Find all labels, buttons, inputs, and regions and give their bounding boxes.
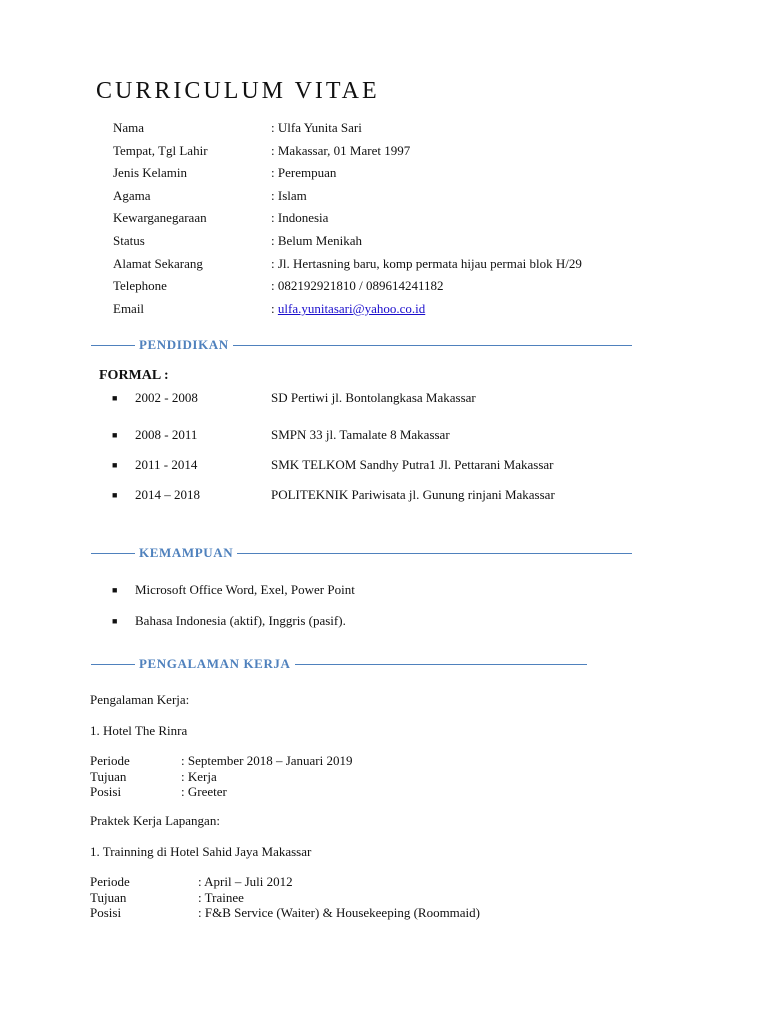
bullet-icon: ■ <box>112 430 118 440</box>
bullet-icon: ■ <box>112 460 118 470</box>
bullet-icon: ■ <box>112 585 118 595</box>
value-tempat-tgl-lahir: : Makassar, 01 Maret 1997 <box>271 143 411 158</box>
education-years: 2014 – 2018 <box>135 487 200 502</box>
value-email <box>271 301 425 317</box>
internship-detail-value: : F&B Service (Waiter) & Housekeeping (Roommaid) <box>198 905 481 920</box>
value-telephone: : 082192921810 / 089614241182 <box>271 278 444 293</box>
section-title-kemampuan: KEMAMPUAN <box>135 545 237 561</box>
email-link[interactable]: ulfa.yunitasari@yahoo.co.id <box>277 301 426 316</box>
job-detail-label: Periode <box>90 753 130 768</box>
internship-heading: Praktek Kerja Lapangan: <box>90 813 220 828</box>
internship-detail-label: Tujuan <box>90 890 127 905</box>
email-prefix: : <box>271 301 278 316</box>
bullet-icon: ■ <box>112 490 118 500</box>
education-school: SMPN 33 jl. Tamalate 8 Makassar <box>271 427 450 442</box>
job-title: 1. Hotel The Rinra <box>90 723 188 738</box>
internship-detail-label: Posisi <box>90 905 122 920</box>
section-title-pendidikan: PENDIDIKAN <box>135 337 233 353</box>
label-telephone: Telephone <box>113 278 167 293</box>
job-detail-value: : September 2018 – Januari 2019 <box>181 753 353 768</box>
value-status: : Belum Menikah <box>271 233 362 248</box>
page-title: CURRICULUM VITAE <box>96 78 380 104</box>
bullet-icon: ■ <box>112 616 118 626</box>
education-school: SD Pertiwi jl. Bontolangkasa Makassar <box>271 390 476 405</box>
job-detail-label: Posisi <box>90 784 122 799</box>
internship-detail-value: : Trainee <box>198 890 244 905</box>
label-agama: Agama <box>113 188 151 203</box>
skill-item: Microsoft Office Word, Exel, Power Point <box>135 582 355 597</box>
section-title-pengalaman: PENGALAMAN KERJA <box>135 656 295 672</box>
education-years: 2008 - 2011 <box>135 427 198 442</box>
formal-label: FORMAL : <box>99 368 169 383</box>
internship-detail-label: Periode <box>90 874 130 889</box>
label-tempat-tgl-lahir: Tempat, Tgl Lahir <box>113 143 208 158</box>
education-school: POLITEKNIK Pariwisata jl. Gunung rinjani Makassar <box>271 487 555 502</box>
job-detail-value: : Kerja <box>181 769 217 784</box>
label-email: Email <box>113 301 145 316</box>
job-detail-label: Tujuan <box>90 769 127 784</box>
label-status: Status <box>113 233 145 248</box>
value-nama: : Ulfa Yunita Sari <box>271 120 362 135</box>
value-agama: : Islam <box>271 188 307 203</box>
value-jenis-kelamin: : Perempuan <box>271 165 337 180</box>
job-detail-value: : Greeter <box>181 784 227 799</box>
skill-item: Bahasa Indonesia (aktif), Inggris (pasif). <box>135 613 346 628</box>
label-alamat: Alamat Sekarang <box>113 256 203 271</box>
education-school: SMK TELKOM Sandhy Putra1 Jl. Pettarani Makassar <box>271 457 554 472</box>
internship-title: 1. Trainning di Hotel Sahid Jaya Makassar <box>90 844 312 859</box>
internship-detail-value: : April – Juli 2012 <box>198 874 293 889</box>
label-kewarganegaraan: Kewarganegaraan <box>113 210 207 225</box>
label-jenis-kelamin: Jenis Kelamin <box>113 165 188 180</box>
label-nama: Nama <box>113 120 145 135</box>
experience-heading: Pengalaman Kerja: <box>90 692 190 707</box>
value-kewarganegaraan: : Indonesia <box>271 210 329 225</box>
bullet-icon: ■ <box>112 393 118 403</box>
value-alamat: : Jl. Hertasning baru, komp permata hijau permai blok H/29 <box>271 256 582 271</box>
education-years: 2002 - 2008 <box>135 390 198 405</box>
education-years: 2011 - 2014 <box>135 457 198 472</box>
